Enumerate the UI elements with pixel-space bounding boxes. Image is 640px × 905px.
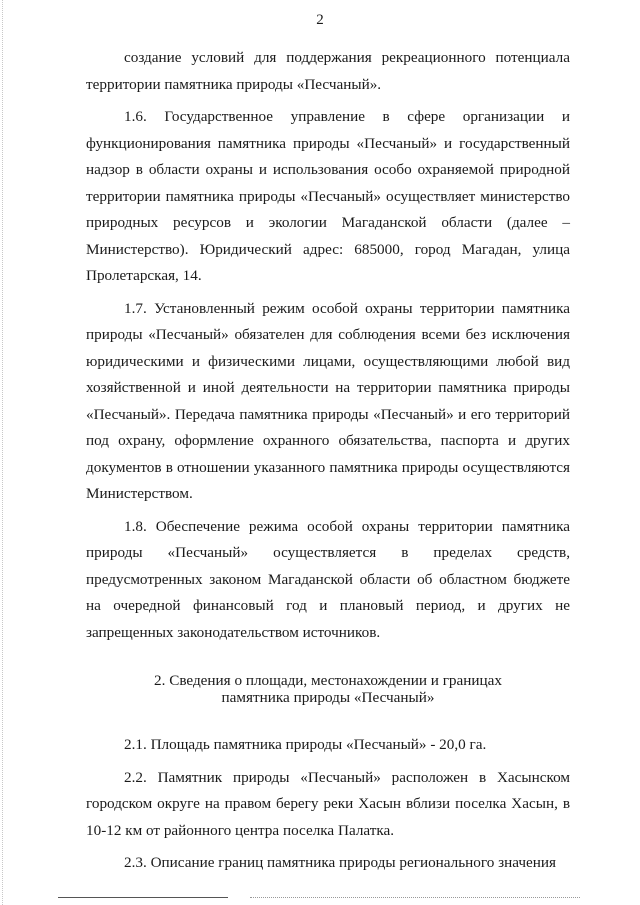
paragraph-1-8: 1.8. Обеспечение режима особой охраны территории памятника природы «Песчаный» осуществляется в пределах средств, предусмотренных законом Магаданской области об областном бюджете на очередной финансовый год и плановый период, и других не запрещенных законодательством источников.	[86, 517, 570, 641]
section-heading	[86, 646, 570, 732]
scan-edge-marks	[2, 0, 7, 905]
paragraph-continuation: создание условий для поддержания рекреационного потенциала территории памятника природы «Песчаный».	[86, 49, 570, 93]
section-heading-line-1: 2. Сведения о площади, местонахождении и границах	[154, 672, 502, 689]
paragraph-2-3: 2.3. Описание границ памятника природы регионального значения	[124, 854, 557, 871]
footer-rule-left	[58, 897, 228, 898]
document-body	[86, 45, 570, 877]
page-number: 2	[316, 12, 324, 28]
paragraph-2-2: 2.2. Памятник природы «Песчаный» расположен в Хасынском городском округе на правом берегу реки Хасын вблизи поселка Хасын, в 10-12 км от районного центра поселка Палатка.	[86, 768, 570, 839]
paragraph-2-1: 2.1. Площадь памятника природы «Песчаный» - 20,0 га.	[124, 736, 487, 753]
paragraph-1-7: 1.7. Установленный режим особой охраны территории памятника природы «Песчаный» обязателен для соблюдения всеми без исключения юридическими и физическими лицами, осуществляющими любой вид хозяйственной и иной деятельности на территории памятника природы «Песчаный». Передача памятника природы «Песчаный» и его территорий под охрану, оформление охранного обязательства, паспорта и других документов в отношении указанного памятника природы осуществляются Министерством.	[86, 299, 570, 502]
footer-rule-right	[250, 897, 580, 898]
section-heading-line-2: памятника природы «Песчаный»	[221, 689, 435, 706]
paragraph-1-6: 1.6. Государственное управление в сфере организации и функционирования памятника природы «Песчаный» и государственный надзор в области охраны и использования особо охраняемой природной территории памятника природы «Песчаный» осуществляет министерство природных ресурсов и экологии Магаданской области (далее – Министерство). Юридический адрес: 685000, город Магадан, улица Пролетарская, 14.	[86, 108, 570, 284]
